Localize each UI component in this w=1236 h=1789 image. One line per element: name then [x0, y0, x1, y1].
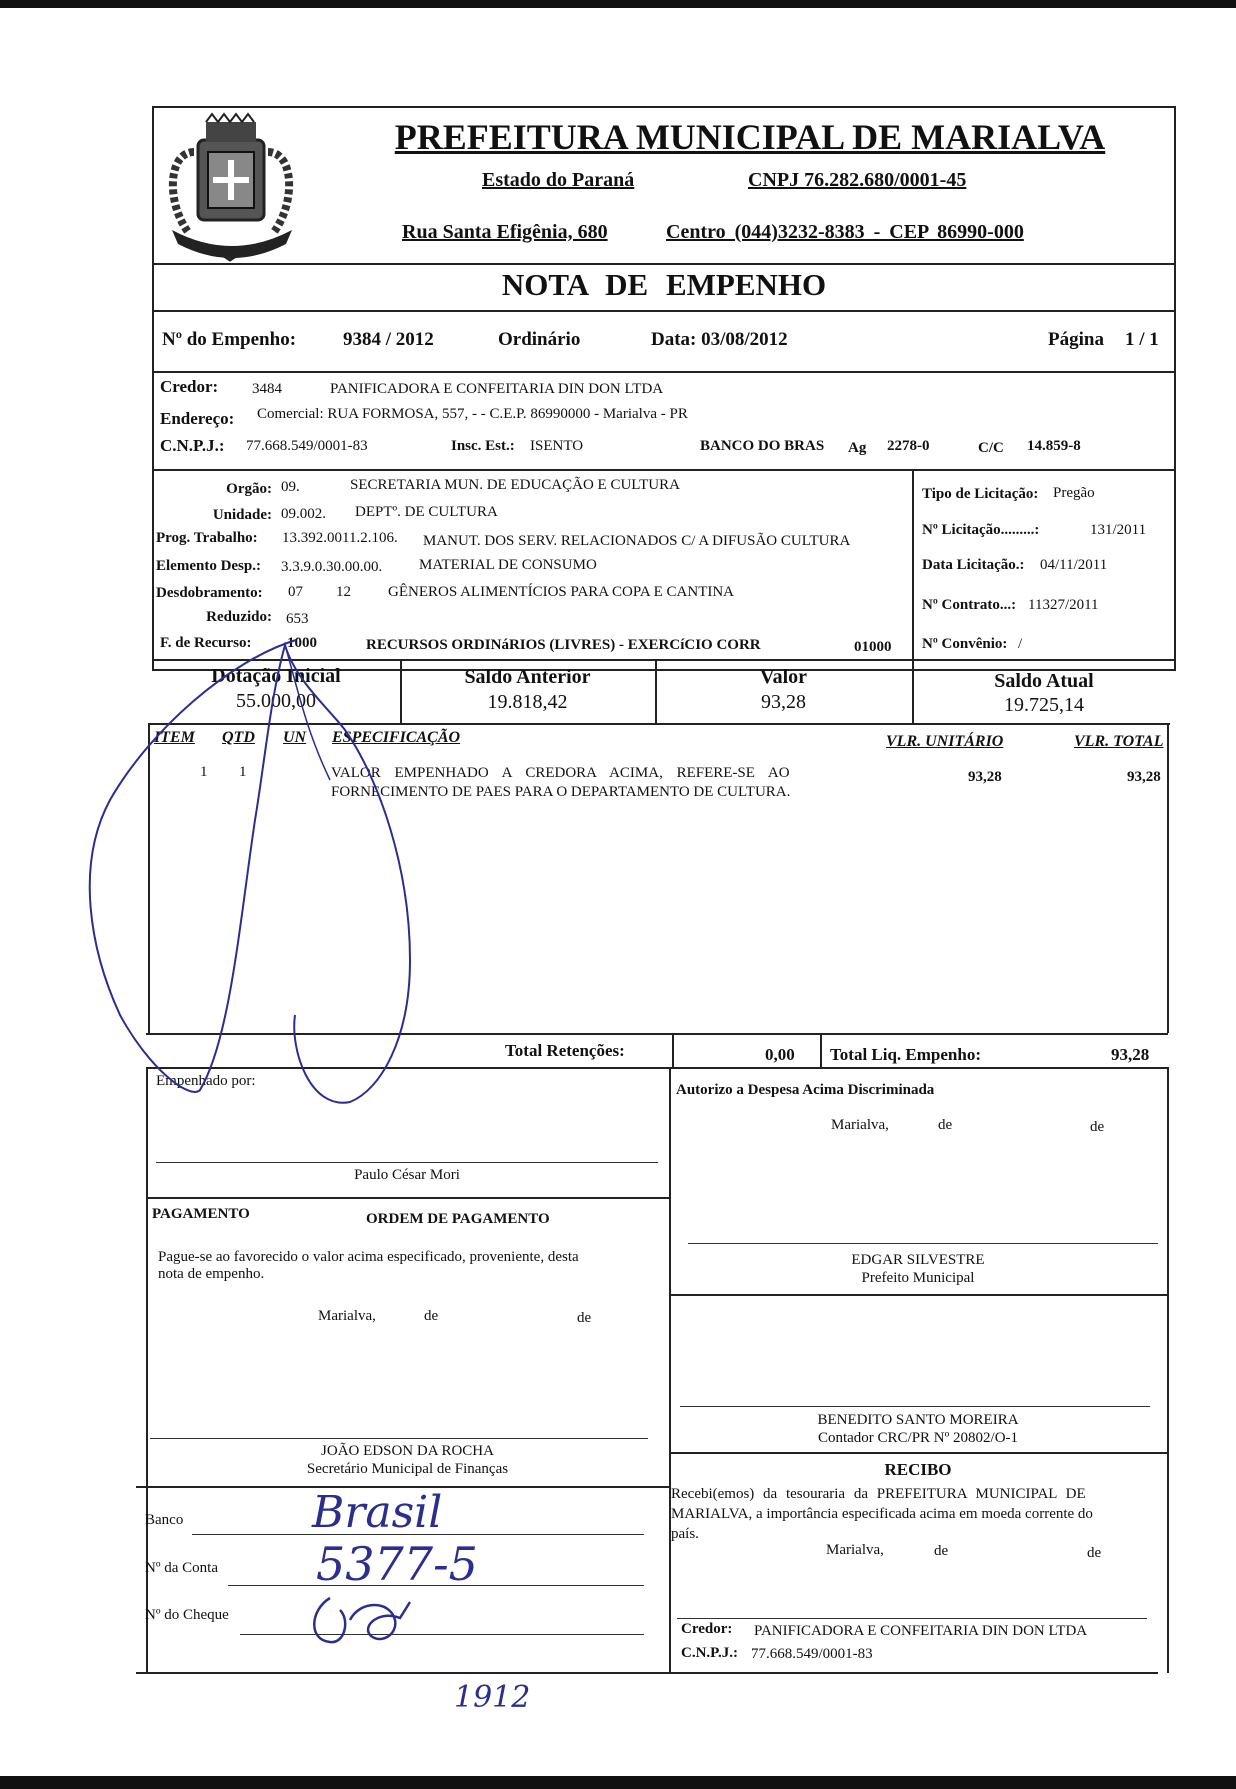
item-total-value: 93,28 [1127, 769, 1161, 785]
signature-line [680, 1406, 1150, 1407]
endereco-label: Endereço: [160, 409, 235, 428]
insc-value: ISENTO [530, 438, 584, 454]
page-label: Página [1048, 329, 1104, 350]
conta-label: Nº da Conta [145, 1560, 218, 1576]
divider [669, 1294, 1167, 1296]
saldo-anterior-value: 19.818,42 [487, 691, 568, 713]
saldo-anterior-label: Saldo Anterior [464, 666, 591, 688]
coat-of-arms-icon [158, 112, 306, 262]
pagamento-de-2: de [577, 1310, 592, 1326]
contrato-value: 11327/2011 [1028, 597, 1099, 613]
header-cnpj: CNPJ 76.282.680/0001-45 [748, 169, 967, 191]
header-address: Rua Santa Efigênia, 680 [402, 221, 608, 243]
scan-bottom-border [0, 1776, 1236, 1789]
col-item-header: ITEM [154, 729, 195, 746]
document-title: NOTA DE EMPENHO [501, 267, 827, 302]
contrato-label: Nº Contrato...: [922, 597, 1017, 613]
pagamento-label: PAGAMENTO [152, 1206, 250, 1222]
elemento-code: 3.3.9.0.30.00.00. [281, 559, 383, 575]
recibo-place: Marialva, [826, 1542, 884, 1558]
licitacao-date: 04/11/2011 [1040, 557, 1108, 573]
item-number: 1 [200, 764, 208, 780]
col-espec-header: ESPECIFICAÇÃO [332, 729, 461, 746]
valor-value: 93,28 [761, 691, 806, 713]
contador-role: Contador CRC/PR Nº 20802/O-1 [817, 1430, 1019, 1446]
prefeito-role: Prefeito Municipal [861, 1270, 975, 1286]
bank-name: BANCO DO BRAS [700, 438, 825, 454]
credor-cnpj: 77.668.549/0001-83 [246, 438, 368, 454]
unidade-name: DEPTº. DE CULTURA [355, 504, 498, 520]
credor-cnpj-label: C.N.P.J.: [160, 436, 225, 455]
cheque-label: Nº do Cheque [145, 1607, 229, 1623]
item-qtd: 1 [239, 764, 247, 780]
divider [1167, 1067, 1169, 1673]
divider [152, 469, 1176, 471]
tipo-licitacao-label: Tipo de Licitação: [922, 486, 1039, 502]
page-title: PREFEITURA MUNICIPAL DE MARIALVA [394, 117, 1106, 157]
dotacao-label: Dotação Inicial [211, 665, 341, 687]
recibo-text-3: país. [671, 1526, 699, 1542]
signature-line [677, 1618, 1147, 1619]
col-un-header: UN [283, 729, 307, 746]
licitacao-number: 131/2011 [1090, 522, 1147, 538]
licitacao-number-label: Nº Licitação.........: [922, 522, 1040, 538]
reduzido-value: 653 [286, 611, 309, 627]
header-contact: Centro (044)3232-8383 - CEP 86990-000 [666, 221, 1024, 243]
unidade-label: Unidade: [212, 507, 272, 523]
cheque-scribble-icon [300, 1590, 440, 1650]
orgao-label: Orgão: [226, 481, 272, 497]
recibo-title: RECIBO [884, 1460, 952, 1479]
dotacao-value: 55.000,00 [236, 690, 316, 712]
recibo-credor-label: Credor: [681, 1621, 733, 1637]
divider [152, 371, 1176, 373]
signature-line [156, 1162, 658, 1163]
tipo-licitacao: Pregão [1053, 485, 1095, 501]
orgao-name: SECRETARIA MUN. DE EDUCAÇÃO E CULTURA [350, 477, 680, 493]
credor-code: 3484 [252, 381, 282, 397]
signature-line [150, 1438, 648, 1439]
item-description-line1: VALOR EMPENHADO A CREDORA ACIMA, REFERE-SE AO [331, 765, 790, 781]
recibo-de-2: de [1087, 1545, 1102, 1561]
convenio-label: Nº Convênio: [922, 636, 1008, 652]
ag-label: Ag [848, 440, 867, 456]
ordem-pagamento-label: ORDEM DE PAGAMENTO [366, 1211, 550, 1227]
recibo-text-2: MARIALVA, a importância especificada acima em moeda corrente do [671, 1506, 1093, 1522]
credor-label: Credor: [160, 377, 219, 396]
secretario-name: JOÃO EDSON DA ROCHA [321, 1443, 494, 1459]
recurso-num: 01000 [854, 639, 892, 655]
unidade-code: 09.002. [281, 506, 326, 522]
autorizo-de-1: de [938, 1117, 953, 1133]
divider [1167, 723, 1169, 1033]
cc-label: C/C [978, 440, 1004, 456]
page-number: 1 / 1 [1125, 329, 1159, 350]
divider [136, 1672, 1158, 1674]
orgao-code: 09. [281, 479, 300, 495]
banco-label: Banco [145, 1512, 184, 1528]
col-vlr-total-header: VLR. TOTAL [1074, 733, 1164, 750]
total-liquido-value: 93,28 [1111, 1045, 1150, 1064]
ag-value: 2278-0 [887, 438, 930, 454]
recibo-cnpj-label: C.N.P.J.: [681, 1645, 738, 1661]
desdobramento-a: 07 [288, 584, 303, 600]
empenhado-label: Empenhado por: [156, 1073, 256, 1089]
empenho-number-label: Nº do Empenho: [162, 329, 297, 350]
pagamento-place: Marialva, [318, 1308, 376, 1324]
divider [669, 1452, 1167, 1454]
divider [146, 1067, 148, 1673]
autorizo-label: Autorizo a Despesa Acima Discriminada [676, 1082, 935, 1098]
total-retencoes-label: Total Retenções: [505, 1041, 625, 1060]
divider [672, 1033, 674, 1067]
col-qtd-header: QTD [222, 729, 255, 746]
prog-label: Prog. Trabalho: [156, 530, 258, 546]
divider [669, 1067, 671, 1673]
pagamento-text-1: Pague-se ao favorecido o valor acima especificado, proveniente, desta [158, 1249, 579, 1265]
desdobramento-label: Desdobramento: [156, 585, 263, 601]
recurso-code: 1000 [287, 635, 317, 651]
saldo-atual-value: 19.725,14 [1004, 694, 1084, 716]
reduzido-label: Reduzido: [206, 609, 272, 625]
empenho-number: 9384 / 2012 [343, 329, 434, 350]
signature-scribble-icon [80, 620, 500, 1140]
elemento-label: Elemento Desp.: [156, 558, 261, 574]
recibo-credor: PANIFICADORA E CONFEITARIA DIN DON LTDA [754, 1623, 1088, 1639]
scan-top-border [0, 0, 1236, 8]
cc-value: 14.859-8 [1027, 438, 1081, 454]
recibo-text-1: Recebi(emos) da tesouraria da PREFEITURA MUNICIPAL DE [671, 1486, 1086, 1502]
item-description-line2: FORNECIMENTO DE PAES PARA O DEPARTAMENTO DE CULTURA. [331, 784, 791, 800]
recibo-de-1: de [934, 1543, 949, 1559]
empenho-date: Data: 03/08/2012 [651, 329, 788, 350]
desdobramento-name: GÊNEROS ALIMENTÍCIOS PARA COPA E CANTINA [388, 584, 735, 600]
saldo-atual-label: Saldo Atual [994, 670, 1094, 692]
recurso-name: RECURSOS ORDINáRIOS (LIVRES) - EXERCíCIO CORR [366, 637, 761, 653]
divider [152, 310, 1176, 312]
recibo-cnpj: 77.668.549/0001-83 [751, 1646, 873, 1662]
desdobramento-b: 12 [336, 584, 351, 600]
credor-name: PANIFICADORA E CONFEITARIA DIN DON LTDA [330, 381, 664, 397]
divider [152, 263, 1176, 265]
item-unit-value: 93,28 [968, 769, 1002, 785]
col-vlr-unit-header: VLR. UNITÁRIO [886, 733, 1004, 750]
divider [820, 1033, 822, 1067]
prog-name: MANUT. DOS SERV. RELACIONADOS C/ A DIFUSÃO CULTURA [423, 533, 851, 549]
pagamento-de-1: de [424, 1308, 439, 1324]
elemento-name: MATERIAL DE CONSUMO [419, 557, 597, 573]
state-name: Estado do Paraná [482, 169, 635, 191]
autorizo-de-2: de [1090, 1119, 1105, 1135]
recurso-label: F. de Recurso: [160, 635, 252, 651]
licitacao-date-label: Data Licitação.: [922, 557, 1025, 573]
secretario-role: Secretário Municipal de Finanças [306, 1461, 509, 1477]
valor-label: Valor [759, 666, 808, 688]
total-liquido-label: Total Liq. Empenho: [830, 1045, 981, 1064]
banco-handwriting: Brasil [312, 1487, 443, 1538]
page-handwriting: 1912 [454, 1680, 531, 1715]
contador-name: BENEDITO SANTO MOREIRA [817, 1412, 1019, 1428]
total-retencoes-value: 0,00 [765, 1045, 795, 1064]
convenio-value: / [1018, 636, 1023, 652]
empenho-type: Ordinário [498, 329, 581, 350]
conta-handwriting: 5377-5 [316, 1537, 478, 1591]
autorizo-place: Marialva, [831, 1117, 889, 1133]
credor-address: Comercial: RUA FORMOSA, 557, - - C.E.P. 86990000 - Marialva - PR [257, 406, 688, 422]
empenhado-name: Paulo César Mori [354, 1167, 460, 1183]
insc-label: Insc. Est.: [451, 438, 515, 454]
pagamento-text-2: nota de empenho. [158, 1266, 265, 1282]
prog-code: 13.392.0011.2.106. [282, 530, 398, 546]
signature-line [688, 1243, 1158, 1244]
prefeito-name: EDGAR SILVESTRE [851, 1252, 985, 1268]
divider [146, 1197, 670, 1199]
